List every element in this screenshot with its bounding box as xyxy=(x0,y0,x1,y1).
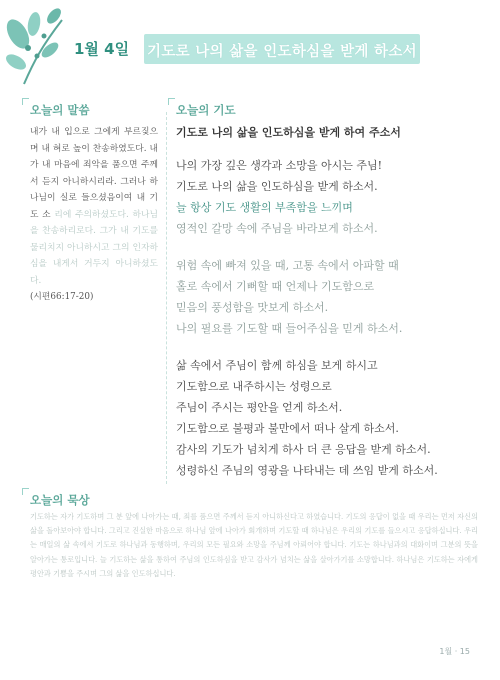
prayer-line: 기도로 나의 삶을 인도하심을 받게 하소서. xyxy=(176,180,378,193)
prayer-line: 영적인 갈망 속에 주님을 바라보게 하소서. xyxy=(176,222,378,235)
prayer-line: 홀로 속에서 기뻐할 때 언제나 기도함으로 xyxy=(176,280,375,293)
title-banner xyxy=(144,34,420,64)
scripture-reference: (시편66:17-20) xyxy=(30,292,94,302)
prayer-line: 성령하신 주님의 영광을 나타내는 데 쓰임 받게 하소서. xyxy=(176,464,438,477)
prayer-line: 감사의 기도가 넘치게 하사 더 큰 응답을 받게 하소서. xyxy=(176,443,431,456)
prayer-line: 주님이 주시는 평안을 얻게 하소서. xyxy=(176,401,343,414)
meditation-heading: 오늘의 묵상 xyxy=(30,493,90,507)
prayer-line: 기도함으로 내주하시는 성령으로 xyxy=(176,380,332,393)
page-footer: 1월 · 15 xyxy=(439,647,470,656)
prayer-first-line: 기도로 나의 삶을 인도하심을 받게 하여 주소서 xyxy=(176,126,401,139)
prayer-line: 나의 필요를 기도할 때 들어주심을 믿게 하소서. xyxy=(176,322,403,335)
meditation-text: 기도하는 자가 기도하며 그 분 앞에 나아가는 때, 죄를 품으면 주께서 듣지 아니하신다고 하였습니다. 기도의 응답이 없을 때 우리는 먼저 자신의 삶을 돌아보아야 합니다. 그리고 진실한 마음으로 하나님 앞에 나아가 회개하며 기도할 때 하나님은 우리의 기도를 들으시고 응답하십니다. 우리는 매일의 삶 속에서 기도로 하나님과 동행하며, 우리의 모든 필요와 소망을 주님께 아뢰어야 합니다. 기도는 하나님과의 대화이며 그분의 뜻을 알아가는 통로입니다. 늘 기도하는 삶을 통하여 주님의 인도하심을 받고 감사가 넘치는 삶을 살아가기를 소망합니다. 하나님은 기도하는 자에게 평안과 기쁨을 주시며 그의 삶을 인도하십니다. xyxy=(30,512,478,578)
prayer-line: 기도함으로 불평과 불만에서 떠나 살게 하소서. xyxy=(176,422,399,435)
prayer-line: 위험 속에 빠져 있을 때, 고통 속에서 아파할 때 xyxy=(176,259,399,272)
column-divider xyxy=(166,112,167,484)
prayer-heading: 오늘의 기도 xyxy=(176,103,236,117)
prayer-line: 늘 항상 기도 생활의 부족함을 느끼며 xyxy=(176,201,353,214)
date-label: 1월 4일 xyxy=(74,40,130,58)
prayer-line: 삶 속에서 주님이 함께 하심을 보게 하시고 xyxy=(176,359,378,372)
page-title: 기도로 나의 삶을 인도하심을 받게 하소서 xyxy=(147,44,417,60)
prayer-body xyxy=(176,122,476,481)
scripture-heading: 오늘의 말씀 xyxy=(30,103,90,117)
scripture-text xyxy=(30,124,158,306)
prayer-line: 나의 가장 깊은 생각과 소망을 아시는 주님! xyxy=(176,159,383,172)
leaf-sprig-icon xyxy=(4,6,74,86)
scripture-text-main: 내가 내 입으로 그에게 부르짖으며 내 혀로 높이 찬송하였도다. 내가 내 마음에 죄악을 품으면 주께서 듣지 아니하시리라. 그러나 하나님이 실로 들으셨음이여 내 기도 소 xyxy=(30,127,158,220)
prayer-line: 믿음의 풍성함을 맛보게 하소서. xyxy=(176,301,329,314)
scripture-text-faded: 리에 주의하셨도다. 하나님을 찬송하리로다. 그가 내 기도를 물리치지 아니하시고 그의 인자하심을 내게서 거두지 아니하셨도다. xyxy=(30,209,159,286)
